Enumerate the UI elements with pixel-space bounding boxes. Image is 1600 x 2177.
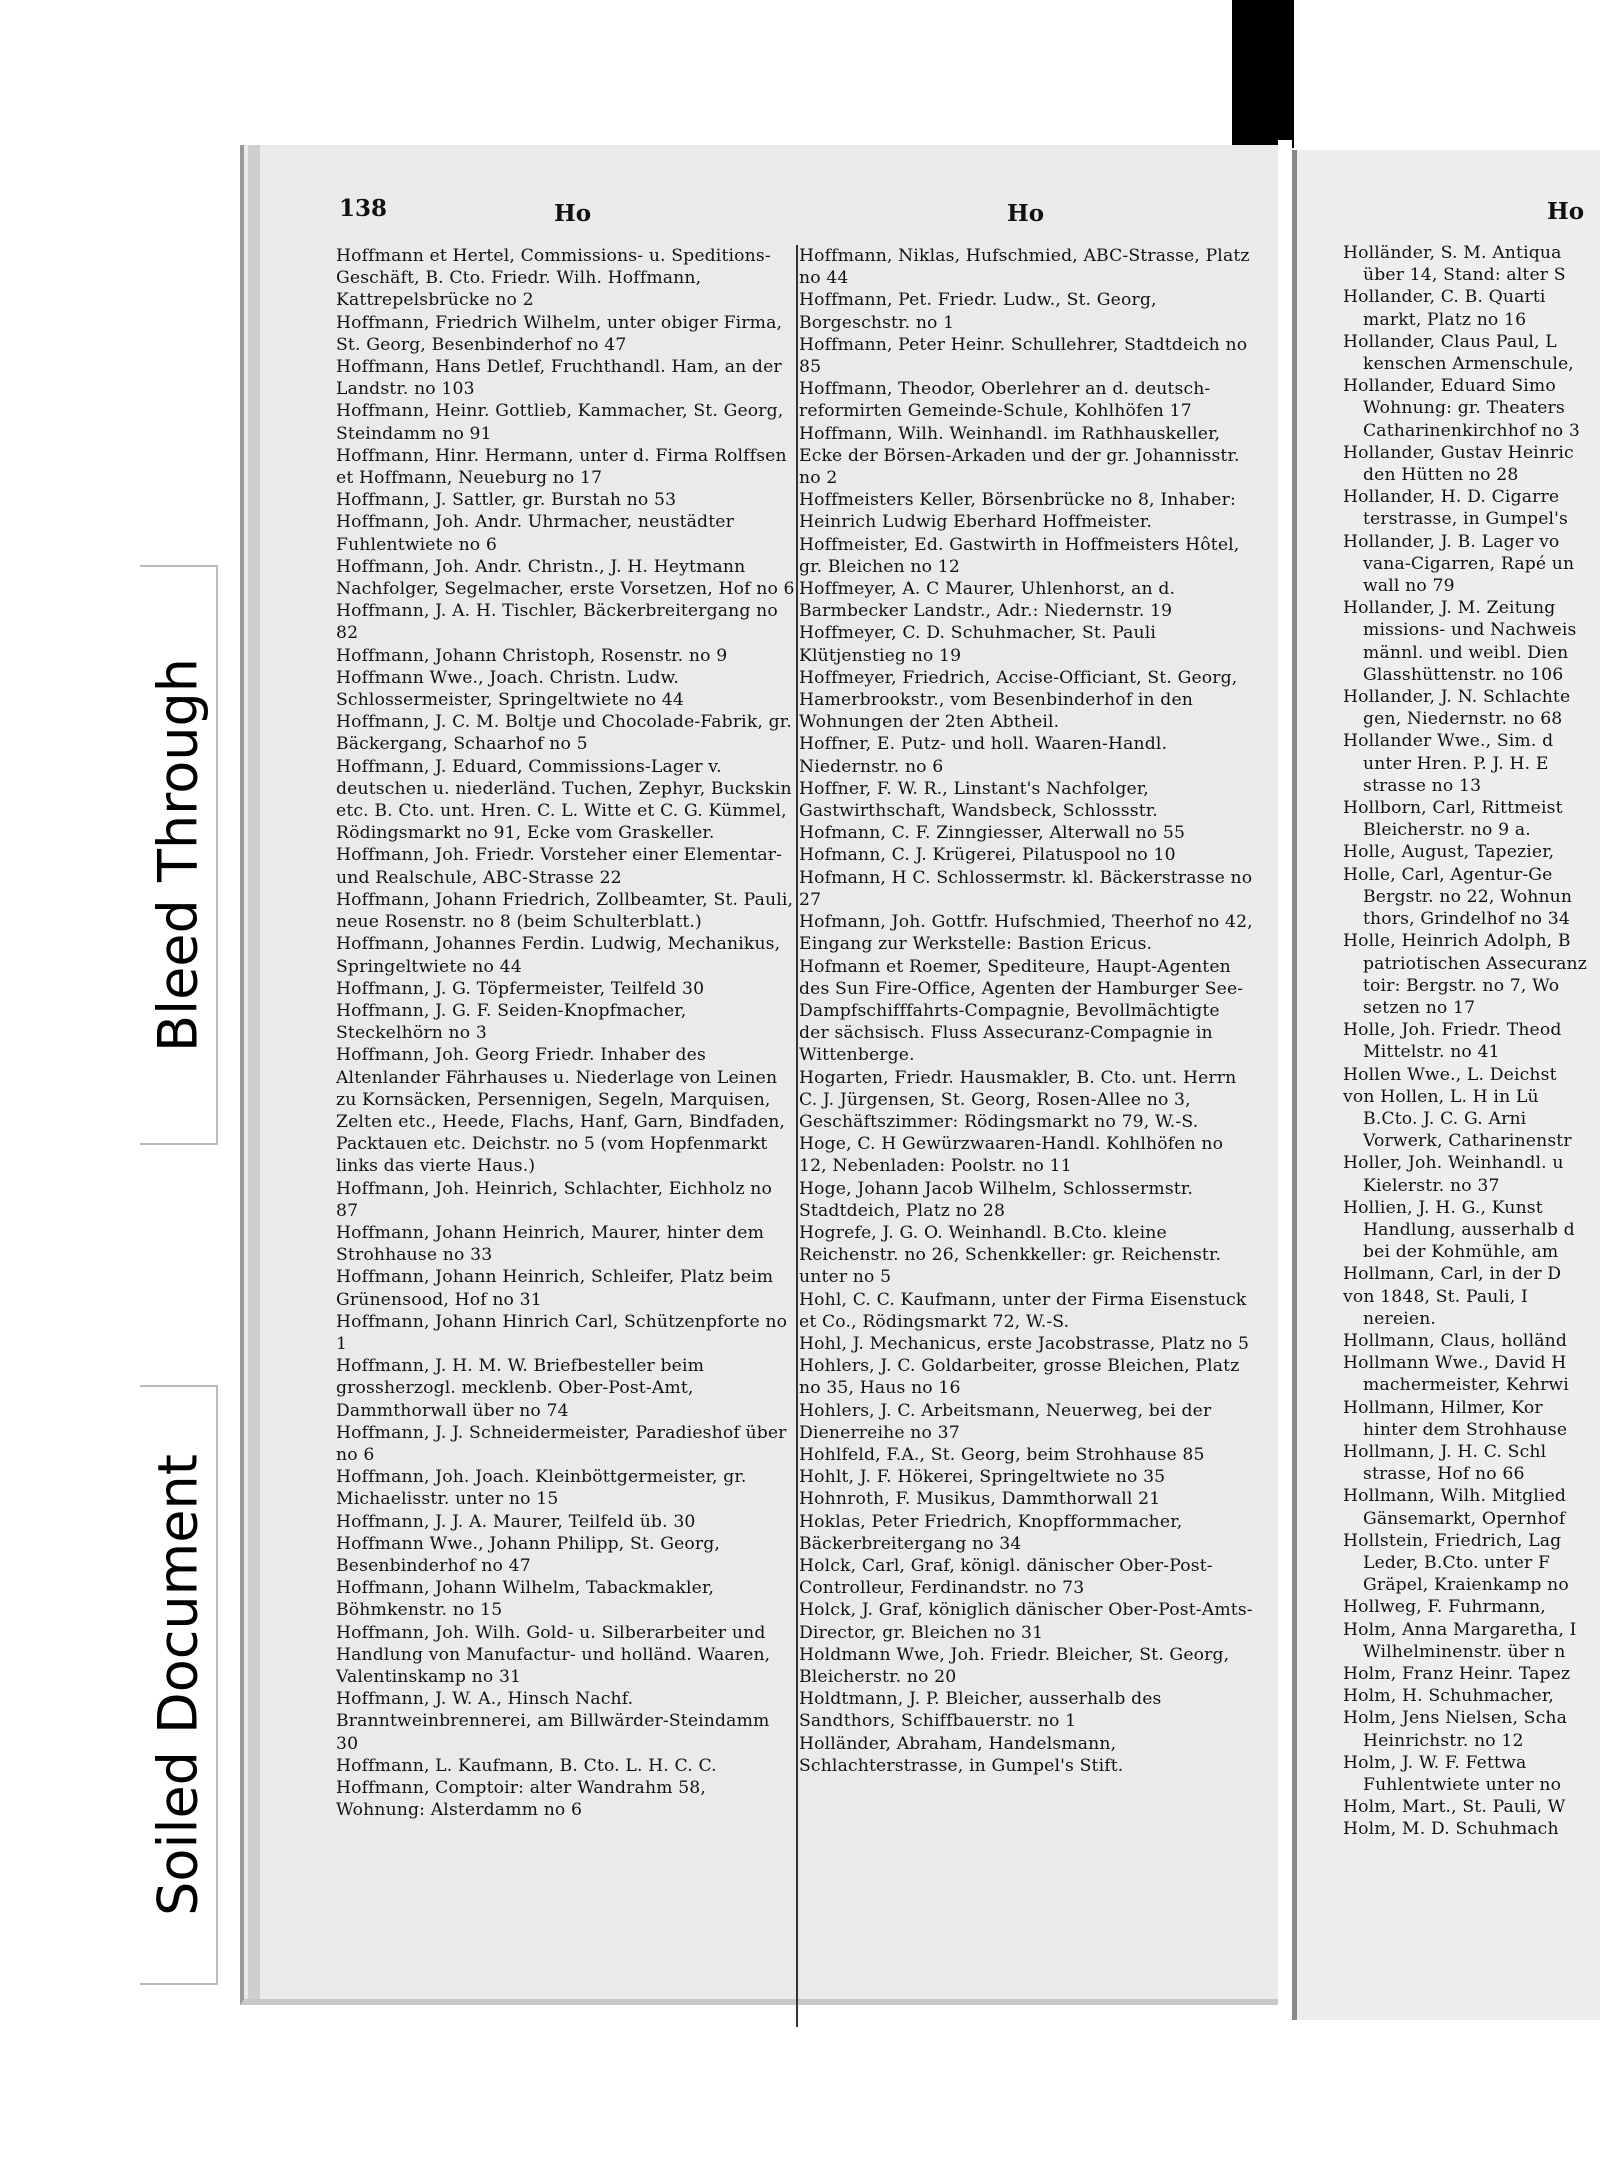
directory-entry <box>336 1044 796 1177</box>
entry-text: Hoffmann, Johann Wilhelm, Tabackmakler, Böhmkenstr. no 15 <box>336 1578 715 1621</box>
entry-text: Hogrefe, J. G. O. Weinhandl. B.Cto. kleine Reichenstr. no 26, Schenkkeller: gr. Reichenstr. unter no 5 <box>799 1222 1222 1288</box>
directory-entry <box>799 534 1254 578</box>
directory-entry <box>799 1133 1254 1177</box>
right-page-line: Hollmann, J. H. C. Schl <box>1343 1441 1547 1462</box>
bleed-through-label <box>140 565 218 1145</box>
entry-text: Hoffmann, J. Eduard, Commissions-Lager v. deutschen u. niederländ. Tuchen, Zephyr, Buckskin etc. B. Cto. unt. Hren. C. L. Witte et C. G. Kümmel, Rödingsmarkt no 91, Ecke vom Graskeller. <box>336 756 792 844</box>
entry-text: Hofmann, Joh. Gottfr. Hufschmied, Theerhof no 42, Eingang zur Werkstelle: Bastion Ericus. <box>799 912 1253 955</box>
right-page-line: toir: Bergstr. no 7, Wo <box>1363 975 1560 996</box>
right-page-line: Hollien, J. H. G., Kunst <box>1343 1197 1543 1218</box>
directory-entry <box>336 445 796 489</box>
directory-column-1 <box>336 245 796 1821</box>
directory-entry <box>799 1555 1254 1599</box>
directory-column-2 <box>799 245 1254 1777</box>
right-page-line: markt, Platz no 16 <box>1363 309 1527 330</box>
right-page-line: Hollen Wwe., L. Deichst <box>1343 1064 1557 1085</box>
entry-text: Hoffmeisters Keller, Börsenbrücke no 8, Inhaber: Heinrich Ludwig Eberhard Hoffmeister. <box>799 490 1236 533</box>
directory-entry <box>336 1178 796 1222</box>
soiled-document-text: Soiled Document <box>146 1454 210 1916</box>
entry-text: Hoffmann, Johann Hinrich Carl, Schützenpforte no 1 <box>336 1311 788 1354</box>
directory-entry <box>336 1688 796 1755</box>
directory-entry <box>336 711 796 755</box>
directory-entry <box>799 1067 1254 1134</box>
right-page-line: den Hütten no 28 <box>1363 465 1519 486</box>
entry-text: Hofmann, C. F. Zinngiesser, Alterwall no 55 <box>799 823 1186 844</box>
column-divider <box>796 245 798 2027</box>
directory-entry <box>799 733 1254 777</box>
right-page-line: strasse, Hof no 66 <box>1363 1464 1525 1485</box>
directory-entry <box>336 556 796 600</box>
left-page <box>240 145 1278 2005</box>
entry-text: Hoffmeyer, C. D. Schuhmacher, St. Pauli Klütjenstieg no 19 <box>799 623 1157 666</box>
right-page-line: Hollstein, Friedrich, Lag <box>1343 1530 1562 1551</box>
right-page-line: unter Hren. P. J. H. E <box>1363 753 1549 774</box>
entry-text: Hoge, Johann Jacob Wilhelm, Schlossermstr. Stadtdeich, Platz no 28 <box>799 1178 1193 1221</box>
right-page-line: Wilhelminenstr. über n <box>1363 1641 1566 1662</box>
entry-text: Hoffmann, Johann Heinrich, Maurer, hinter dem Strohhause no 33 <box>336 1222 765 1266</box>
entry-text: Hoffmann, J. C. M. Boltje und Chocolade-Fabrik, gr. Bäckergang, Schaarhof no 5 <box>336 712 792 755</box>
entry-text: Hoffmann, Johann Heinrich, Schleifer, Platz beim Grünensood, Hof no 31 <box>336 1267 774 1310</box>
entry-text: Hohl, J. Mechanicus, erste Jacobstrasse, Platz no 5 <box>799 1333 1250 1354</box>
right-page-line: Hollander, Claus Paul, L <box>1343 331 1557 352</box>
entry-text: Hoffmann, J. G. Töpfermeister, Teilfeld 30 <box>336 978 705 999</box>
entry-text: Hoffmann, Hans Detlef, Fruchthandl. Ham, an der Landstr. no 103 <box>336 357 782 400</box>
right-page <box>1292 150 1600 2020</box>
directory-entry <box>336 600 796 644</box>
right-page-line: Handlung, ausserhalb d <box>1363 1219 1575 1240</box>
right-page-line: Gräpel, Kraienkamp no <box>1363 1575 1569 1596</box>
entry-text: Holländer, Abraham, Handelsmann, Schlachterstrasse, in Gumpel's Stift. <box>799 1733 1124 1776</box>
directory-entry <box>799 1333 1254 1355</box>
directory-entry <box>336 1422 796 1466</box>
directory-entry <box>799 844 1254 866</box>
right-page-line: von Hollen, L. H in Lü <box>1343 1086 1539 1107</box>
directory-entry <box>799 778 1254 822</box>
right-page-line: Catharinenkirchhof no 3 <box>1363 420 1580 441</box>
directory-entry <box>336 1355 796 1422</box>
right-page-line: Mittelstr. no 41 <box>1363 1042 1500 1063</box>
entry-text: Hoffmann, Friedrich Wilhelm, unter obiger Firma, St. Georg, Besenbinderhof no 47 <box>336 312 783 355</box>
entry-text: Hoffmann, J. H. M. W. Briefbesteller beim grossherzogl. mecklenb. Ober-Post-Amt, Dammthorwall über no 74 <box>336 1356 705 1421</box>
right-page-line: wall no 79 <box>1363 576 1455 597</box>
right-page-line: Hollander, J. N. Schlachte <box>1343 687 1571 708</box>
right-page-line: vana-Cigarren, Rapé un <box>1363 553 1575 574</box>
directory-entry <box>336 844 796 888</box>
directory-entry <box>799 289 1254 333</box>
entry-text: Hoffmann, Heinr. Gottlieb, Kammacher, St. Georg, Steindamm no 91 <box>336 401 784 444</box>
directory-entry <box>336 245 796 312</box>
directory-entry <box>799 1222 1254 1289</box>
page-number: 138 <box>339 195 388 222</box>
directory-entry <box>336 511 796 555</box>
right-page-line: Hollander Wwe., Sim. d <box>1343 731 1554 752</box>
right-page-line: Holm, Anna Margaretha, I <box>1343 1619 1577 1640</box>
right-page-line: Holländer, S. M. Antiqua <box>1343 243 1562 263</box>
right-page-line: B.Cto. J. C. G. Arni <box>1363 1108 1527 1129</box>
page-header-left: Ho <box>554 200 592 227</box>
directory-entry <box>799 423 1254 490</box>
directory-entry <box>336 1311 796 1355</box>
entry-text: Hoffmann, Joh. Andr. Christn., J. H. Heytmann Nachfolger, Segelmacher, erste Vorsetzen, Hof no 6 <box>336 556 795 600</box>
directory-entry <box>799 911 1254 955</box>
right-page-line: hinter dem Strohhause <box>1363 1419 1568 1440</box>
directory-entry <box>336 356 796 400</box>
directory-entry <box>799 1644 1254 1688</box>
right-page-line: Hollander, Eduard Simo <box>1343 376 1556 397</box>
entry-text: Hoffmann, Wilh. Weinhandl. im Rathhauskeller, Ecke der Börsen-Arkaden und der gr. Johannisstr. no 2 <box>799 423 1240 489</box>
right-page-line: Heinrichstr. no 12 <box>1363 1730 1524 1751</box>
directory-entry <box>336 1266 796 1310</box>
entry-text: Hoffmann, L. Kaufmann, B. Cto. L. H. C. C. Hoffmann, Comptoir: alter Wandrahm 58, Wohnung: Alsterdamm no 6 <box>336 1755 717 1821</box>
entry-text: Hoffmann, J. W. A., Hinsch Nachf. Branntweinbrennerei, am Billwärder-Steindamm 30 <box>336 1689 770 1754</box>
right-page-line: Hollander, C. B. Quarti <box>1343 287 1546 308</box>
entry-text: Hogarten, Friedr. Hausmakler, B. Cto. unt. Herrn C. J. Jürgensen, St. Georg, Rosen-Allee no 3, Geschäftszimmer: Rödingsmarkt no 79, W.-S. <box>799 1067 1237 1132</box>
page-header-right: Ho <box>1007 200 1045 227</box>
right-page-line: Bergstr. no 22, Wohnun <box>1363 886 1573 907</box>
right-page-line: Hollander, Gustav Heinric <box>1343 442 1574 463</box>
entry-text: Hoffmann, J. J. A. Maurer, Teilfeld üb. 30 <box>336 1511 696 1532</box>
right-page-line: bei der Kohmühle, am <box>1363 1242 1559 1263</box>
directory-entry <box>336 933 796 977</box>
right-page-line: Fuhlentwiete unter no <box>1363 1775 1562 1796</box>
entry-text: Hoffner, E. Putz- und holl. Waaren-Handl. Niedernstr. no 6 <box>799 734 1168 777</box>
entry-text: Hohlers, J. C. Goldarbeiter, grosse Bleichen, Platz no 35, Haus no 16 <box>799 1356 1240 1399</box>
entry-text: Hoffmann, Johann Friedrich, Zollbeamter, St. Pauli, neue Rosenstr. no 8 (beim Schulterblatt.) <box>336 889 794 933</box>
right-page-line: Bleicherstr. no 9 a. <box>1363 820 1531 841</box>
right-page-line: machermeister, Kehrwi <box>1363 1375 1569 1396</box>
directory-entry <box>799 622 1254 666</box>
right-page-line: Holle, Joh. Friedr. Theod <box>1343 1020 1562 1041</box>
right-page-line: Hollander, H. D. Cigarre <box>1343 487 1560 508</box>
entry-text: Hoklas, Peter Friedrich, Knopfformmacher, Bäckerbreitergang no 34 <box>799 1511 1183 1554</box>
entry-text: Hoffmeister, Ed. Gastwirth in Hoffmeisters Hôtel, gr. Bleichen no 12 <box>799 534 1240 577</box>
entry-text: Hoffmann, Joh. Wilh. Gold- u. Silberarbeiter und Handlung von Manufactur- und holländ. Waaren, Valentinskamp no 31 <box>336 1622 771 1687</box>
entry-text: Hoffmeyer, A. C Maurer, Uhlenhorst, an d. Barmbecker Landstr., Adr.: Niedernstr. 19 <box>799 579 1176 622</box>
right-page-line: Holle, Heinrich Adolph, B <box>1343 931 1571 952</box>
right-page-line: Holm, Franz Heinr. Tapez <box>1343 1664 1571 1684</box>
directory-entry <box>799 1178 1254 1222</box>
binding-edge-top <box>1232 0 1294 148</box>
entry-text: Hoffmann, Johann Christoph, Rosenstr. no 9 <box>336 645 728 666</box>
binding-gap <box>1278 140 1292 2020</box>
entry-text: Hohlers, J. C. Arbeitsmann, Neuerweg, bei der Dienerreihe no 37 <box>799 1400 1212 1443</box>
entry-text: Hoffmann, Joh. Andr. Uhrmacher, neustädter Fuhlentwiete no 6 <box>336 512 734 555</box>
entry-text: Hoffmeyer, Friedrich, Accise-Officiant, St. Georg, Hamerbrookstr., vom Besenbinderhof in den Wohnungen der 2ten Abtheil. <box>799 667 1238 733</box>
right-page-line: Holle, August, Tapezier, <box>1343 842 1555 863</box>
directory-entry <box>799 245 1254 289</box>
directory-entry <box>799 1599 1254 1643</box>
directory-entry <box>799 1289 1254 1333</box>
right-page-line: Holm, J. W. F. Fettwa <box>1343 1752 1527 1773</box>
directory-entry <box>336 645 796 667</box>
right-page-line: Hollmann Wwe., David H <box>1343 1353 1567 1374</box>
directory-entry <box>799 1511 1254 1555</box>
right-page-line: von 1848, St. Pauli, I <box>1343 1286 1528 1307</box>
right-page-line: Hollander, J. M. Zeitung <box>1343 598 1556 619</box>
right-page-line: Hollmann, Claus, holländ <box>1343 1330 1567 1351</box>
right-page-line: Holm, Mart., St. Pauli, W <box>1343 1797 1566 1818</box>
right-page-line: Hollborn, Carl, Rittmeist <box>1343 798 1563 819</box>
directory-entry <box>336 978 796 1000</box>
directory-entry <box>799 1733 1254 1777</box>
entry-text: Hoffmann, Niklas, Hufschmied, ABC-Strasse, Platz no 44 <box>799 246 1250 289</box>
entry-text: Hoge, C. H Gewürzwaaren-Handl. Kohlhöfen no 12, Nebenladen: Poolstr. no 11 <box>799 1134 1224 1177</box>
directory-entry <box>336 1511 796 1533</box>
entry-text: Hohlt, J. F. Hökerei, Springeltwiete no 35 <box>799 1467 1166 1488</box>
entry-text: Hoffmann, Hinr. Hermann, unter d. Firma Rolffsen et Hoffmann, Neueburg no 17 <box>336 445 787 489</box>
entry-text: Hoffner, F. W. R., Linstant's Nachfolger, Gastwirthschaft, Wandsbeck, Schlossstr. <box>799 778 1158 822</box>
entry-text: Hofmann, C. J. Krügerei, Pilatuspool no 10 <box>799 845 1176 866</box>
right-page-line: nereien. <box>1363 1308 1437 1329</box>
right-page-line: Hollmann, Hilmer, Kor <box>1343 1397 1543 1418</box>
entry-text: Hoffmann, Joh. Friedr. Vorsteher einer Elementar- und Realschule, ABC-Strasse 22 <box>336 845 783 888</box>
right-page-line: Gänsemarkt, Opernhof <box>1363 1508 1566 1529</box>
directory-entry <box>336 1000 796 1044</box>
right-page-line: kenschen Armenschule, <box>1363 354 1574 375</box>
directory-entry <box>799 334 1254 378</box>
entry-text: Hohlfeld, F.A., St. Georg, beim Strohhause 85 <box>799 1444 1205 1465</box>
entry-text: Holdmann Wwe, Joh. Friedr. Bleicher, St. Georg, Bleicherstr. no 20 <box>799 1644 1230 1687</box>
directory-entry <box>336 1222 796 1266</box>
right-page-line: Kielerstr. no 37 <box>1363 1175 1500 1196</box>
directory-entry <box>336 1577 796 1621</box>
right-page-line: Hollmann, Carl, in der D <box>1343 1264 1562 1285</box>
right-page-line: Holm, M. D. Schuhmach <box>1343 1819 1559 1840</box>
right-page-line: männl. und weibl. Dien <box>1363 642 1569 663</box>
right-page-line: Hollmann, Wilh. Mitglied <box>1343 1486 1567 1507</box>
right-page-line: thors, Grindelhof no 34 <box>1363 909 1570 930</box>
directory-entry <box>799 1355 1254 1399</box>
directory-entry <box>799 1688 1254 1732</box>
directory-entry <box>799 1466 1254 1488</box>
entry-text: Hoffmann, J. A. H. Tischler, Bäckerbreitergang no 82 <box>336 601 778 644</box>
entry-text: Hoffmann, Johannes Ferdin. Ludwig, Mechanikus, Springeltwiete no 44 <box>336 934 781 977</box>
directory-entry <box>336 400 796 444</box>
right-page-line: setzen no 17 <box>1363 997 1476 1018</box>
entry-text: Hoffmann, J. J. Schneidermeister, Paradieshof über no 6 <box>336 1422 787 1465</box>
directory-entry <box>799 1488 1254 1510</box>
directory-entry <box>799 378 1254 422</box>
right-page-line: über 14, Stand: alter S <box>1363 265 1566 286</box>
entry-text: Hoffmann Wwe., Johann Philipp, St. Georg, Besenbinderhof no 47 <box>336 1533 721 1576</box>
entry-text: Hoffmann, Joh. Joach. Kleinböttgermeister, gr. Michaelisstr. unter no 15 <box>336 1467 747 1510</box>
right-page-line: Hollander, J. B. Lager vo <box>1343 531 1560 552</box>
bleed-through-text: Bleed Through <box>146 658 210 1052</box>
directory-entry <box>799 578 1254 622</box>
directory-entry <box>336 1466 796 1510</box>
entry-text: Holck, Carl, Graf, königl. dänischer Ober-Post-Controlleur, Ferdinandstr. no 73 <box>799 1555 1213 1599</box>
entry-text: Hofmann et Roemer, Spediteure, Haupt-Agenten des Sun Fire-Office, Agenten der Hamburger See-Dampfschifffahrts-Compagnie, Bevollmächtigte der sächsisch. Fluss Assecuranz-Compagnie in Wittenberge. <box>799 956 1244 1066</box>
entry-text: Hoffmann, Pet. Friedr. Ludw., St. Georg, Borgeschstr. no 1 <box>799 290 1157 333</box>
right-page-header: Ho <box>1547 198 1585 225</box>
right-page-line: gen, Niedernstr. no 68 <box>1363 709 1563 730</box>
right-page-line: Hollweg, F. Fuhrmann, <box>1343 1597 1546 1618</box>
right-page-line: terstrasse, in Gumpel's <box>1363 509 1569 530</box>
entry-text: Hoffmann Wwe., Joach. Christn. Ludw. Schlossermeister, Springeltwiete no 44 <box>336 667 684 711</box>
directory-entry <box>336 756 796 845</box>
entry-text: Hoffmann et Hertel, Commissions- u. Speditions-Geschäft, B. Cto. Friedr. Wilh. Hoffmann, Kattrepelsbrücke no 2 <box>336 246 771 311</box>
entry-text: Hoffmann, J. G. F. Seiden-Knopfmacher, Steckelhörn no 3 <box>336 1000 687 1044</box>
directory-entry <box>336 889 796 933</box>
directory-entry <box>336 489 796 511</box>
right-page-line: strasse no 13 <box>1363 775 1482 796</box>
right-page-line: Holm, H. Schuhmacher, <box>1343 1686 1554 1707</box>
right-page-line: Wohnung: gr. Theaters <box>1363 398 1565 419</box>
entry-text: Hoffmann, Theodor, Oberlehrer an d. deutsch-reformirten Gemeinde-Schule, Kohlhöfen 17 <box>799 379 1211 422</box>
entry-text: Holck, J. Graf, königlich dänischer Ober-Post-Amts-Director, gr. Bleichen no 31 <box>799 1600 1253 1643</box>
directory-entry <box>799 867 1254 911</box>
right-page-line: patriotischen Assecuranz <box>1363 953 1587 974</box>
right-page-line: Leder, B.Cto. unter F <box>1363 1552 1551 1573</box>
right-page-line: Holle, Carl, Agentur-Ge <box>1343 864 1553 885</box>
directory-entry <box>799 956 1254 1067</box>
soiled-document-label <box>140 1385 218 1985</box>
entry-text: Hoffmann, J. Sattler, gr. Burstah no 53 <box>336 490 677 511</box>
entry-text: Hoffmann, Joh. Georg Friedr. Inhaber des Altenlander Fährhauses u. Niederlage von Leinen zu Kornsäcken, Persennigen, Segeln, Marquisen, Zelten etc., Heede, Flachs, Hanf, Garn, Bindfaden, Packtauen etc. Deichstr. no 5 (vom Hopfenmarkt links das vierte Haus.) <box>336 1045 786 1177</box>
right-page-line: Glasshüttenstr. no 106 <box>1363 664 1564 685</box>
directory-entry <box>336 1533 796 1577</box>
directory-entry <box>799 1400 1254 1444</box>
entry-text: Hohnroth, F. Musikus, Dammthorwall 21 <box>799 1489 1161 1510</box>
directory-entry <box>799 489 1254 533</box>
directory-entry <box>336 667 796 711</box>
entry-text: Hofmann, H C. Schlossermstr. kl. Bäckerstrasse no 27 <box>799 867 1253 910</box>
entry-text: Hoffmann, Peter Heinr. Schullehrer, Stadtdeich no 85 <box>799 334 1248 378</box>
entry-text: Hohl, C. C. Kaufmann, unter der Firma Eisenstuck et Co., Rödingsmarkt 72, W.-S. <box>799 1289 1247 1332</box>
right-page-column <box>1343 242 1600 1841</box>
directory-entry <box>336 1622 796 1689</box>
right-page-line: Holm, Jens Nielsen, Scha <box>1343 1708 1567 1729</box>
directory-entry <box>336 312 796 356</box>
entry-text: Holdtmann, J. P. Bleicher, ausserhalb des Sandthors, Schiffbauerstr. no 1 <box>799 1689 1162 1732</box>
directory-entry <box>799 822 1254 844</box>
right-page-line: Vorwerk, Catharinenstr <box>1363 1131 1572 1152</box>
right-page-line: missions- und Nachweis <box>1363 620 1577 641</box>
directory-entry <box>799 667 1254 734</box>
directory-entry <box>336 1755 796 1822</box>
right-page-line: Holler, Joh. Weinhandl. u <box>1343 1153 1564 1174</box>
directory-entry <box>799 1444 1254 1466</box>
entry-text: Hoffmann, Joh. Heinrich, Schlachter, Eichholz no 87 <box>336 1178 772 1221</box>
